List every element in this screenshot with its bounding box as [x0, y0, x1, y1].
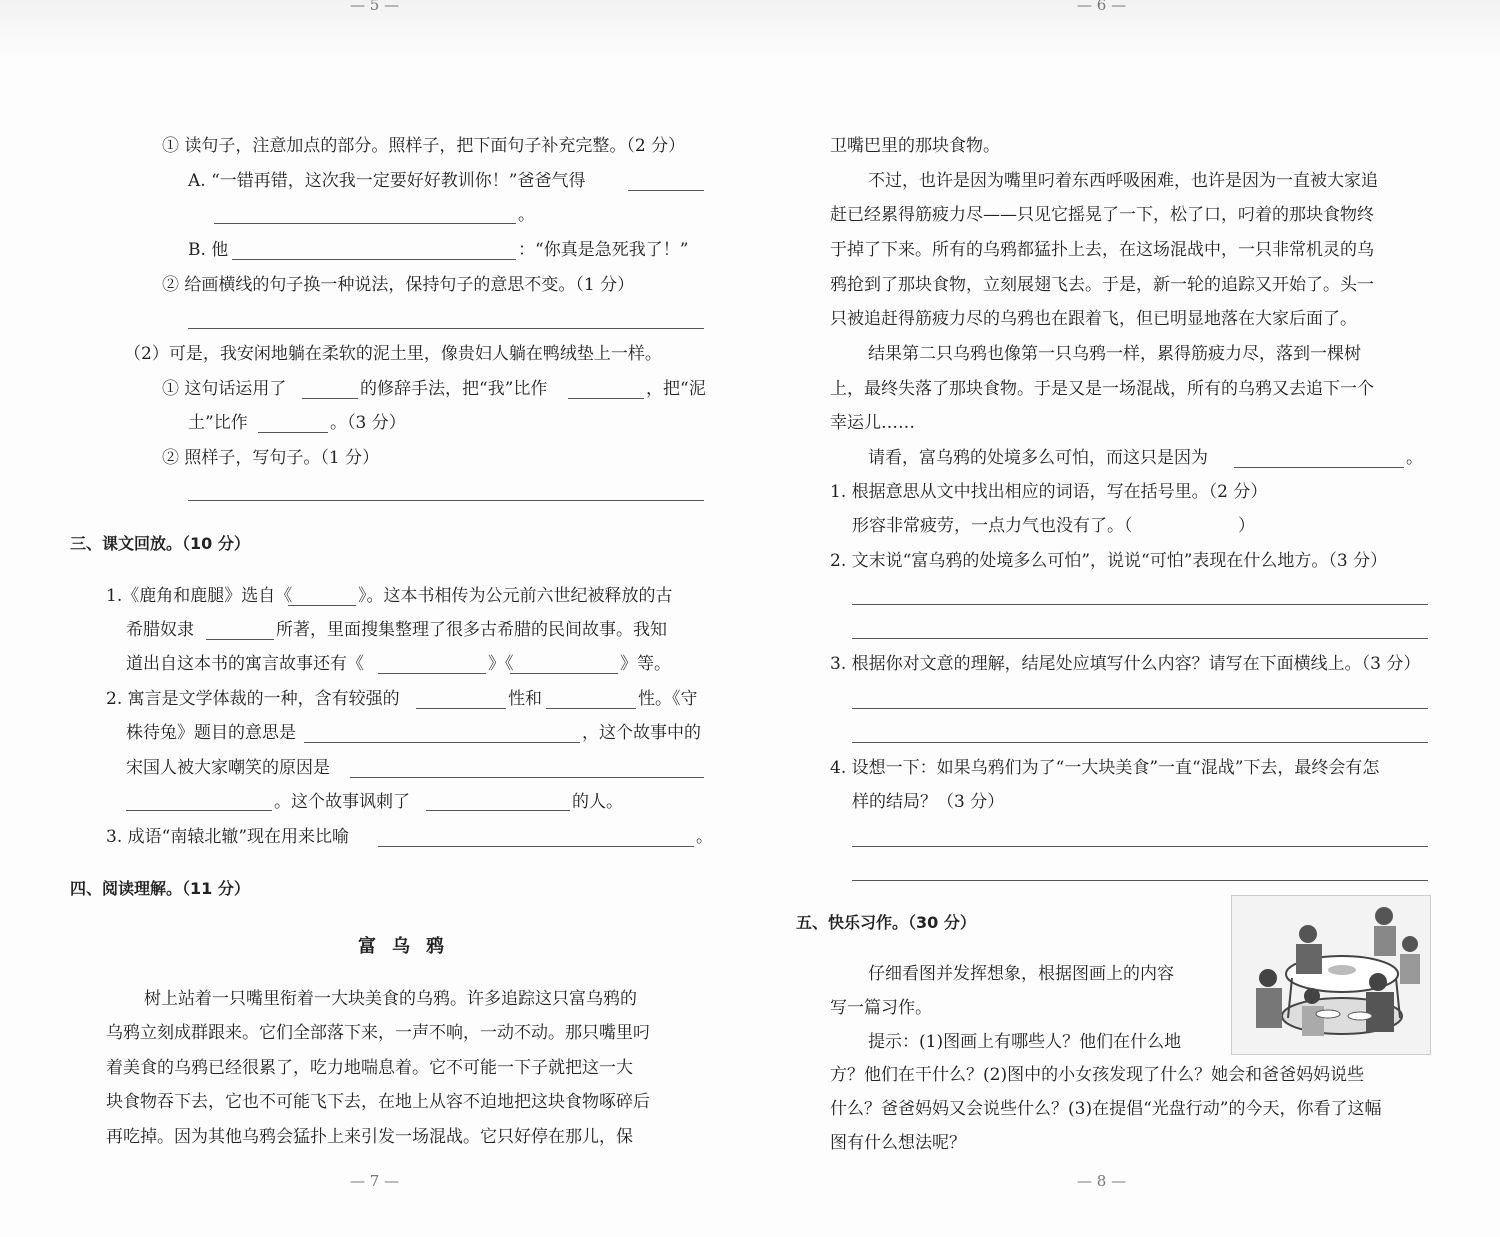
section-3-q1-text: 所著，里面搜集整理了很多古希腊的民间故事。我知 [276, 620, 667, 640]
answer-line[interactable] [188, 328, 704, 329]
answer-line[interactable] [206, 639, 274, 640]
question-2-1: ① 这句话运用了 [162, 379, 287, 399]
story-paragraph-line: 结果第二只乌鸦也像第一只乌鸦一样，累得筋疲力尽，落到一棵树 [868, 344, 1361, 364]
question-2-1-text: ，把“泥 [646, 379, 706, 399]
section-3-q1-text: 希腊奴隶 [126, 620, 194, 640]
writing-hint-line: 什么？爸爸妈妈又会说些什么？(3)在提倡“光盘行动”的今天，你看了这幅 [830, 1099, 1382, 1119]
question-2: （2）可是，我安闲地躺在柔软的泥土里，像贵妇人躺在鸭绒垫上一样。 [124, 344, 662, 364]
period: 。 [518, 205, 535, 225]
story-paragraph-line: 着美食的乌鸦已经很累了，吃力地喘息着。它不可能一下子就把这一大 [106, 1058, 633, 1078]
story-paragraph-line: 只被追赶得筋疲力尽的乌鸦也在跟着飞，但已明显地落在大家后面了。 [830, 309, 1357, 329]
answer-line[interactable] [378, 673, 486, 674]
question-1-1: ① 读句子，注意加点的部分。照样子，把下面句子补充完整。（2 分） [162, 136, 686, 156]
writing-hint-line: 图有什么想法呢？ [830, 1133, 966, 1153]
page-number-6: — 6 — [1077, 0, 1127, 14]
reading-q4-cont: 样的结局？（3 分） [852, 792, 1005, 812]
section-3-q3: 3. 成语“南辕北辙”现在用来比喻 [106, 827, 350, 847]
question-1-1a: A. “一错再错，这次我一定要好好教训你！”爸爸气得 [188, 171, 586, 191]
reading-q1: 1. 根据意思从文中找出相应的词语，写在括号里。（2 分） [830, 482, 1268, 502]
answer-line[interactable] [852, 742, 1428, 743]
story-paragraph-line: 鸦抢到了那块食物，立刻展翅飞去。于是，新一轮的追踪又开始了。头一 [830, 275, 1374, 295]
bracket-close: ） [1238, 516, 1255, 536]
section-4-heading: 四、阅读理解。（11 分） [70, 879, 250, 898]
family-dinner-illustration [1231, 895, 1431, 1055]
answer-line[interactable] [416, 708, 506, 709]
answer-line[interactable] [852, 846, 1428, 847]
section-3-q2-text: ，这个故事中的 [582, 723, 701, 743]
section-3-q1-text: 》。这本书相传为公元前六世纪被释放的古 [358, 586, 673, 606]
question-2-1-score: 。（3 分） [330, 413, 406, 433]
answer-line[interactable] [852, 638, 1428, 639]
question-2-2: ② 照样子，写句子。（1 分） [162, 448, 380, 468]
answer-line[interactable] [852, 604, 1428, 605]
story-paragraph-line: 不过，也许是因为嘴里叼着东西呼吸困难，也许是因为一直被大家追 [868, 171, 1378, 191]
period: 。 [696, 827, 713, 847]
section-3-q2-text: 性。《守 [638, 689, 698, 709]
story-paragraph-line: 块食物吞下去，它也不可能飞下去，在地上从容不迫地把这块食物啄碎后 [106, 1092, 650, 1112]
page-number-7: — 7 — [350, 1172, 400, 1190]
answer-line[interactable] [288, 605, 356, 606]
writing-prompt-line: 仔细看图并发挥想象，根据图画上的内容 [868, 964, 1174, 984]
story-paragraph-line: 卫嘴巴里的那块食物。 [830, 136, 1000, 156]
answer-line[interactable] [304, 742, 580, 743]
section-3-q2-text: 株待兔》题目的意思是 [126, 723, 296, 743]
story-title: 富乌鸦 [358, 936, 460, 957]
writing-prompt-line: 写一篇习作。 [830, 998, 932, 1018]
story-paragraph-line: 幸运儿…… [830, 413, 915, 433]
section-3-heading: 三、课文回放。（10 分） [70, 534, 250, 553]
answer-line[interactable] [568, 398, 644, 399]
section-3-q1: 1.《鹿角和鹿腿》选自《 [106, 586, 293, 606]
answer-line[interactable] [852, 880, 1428, 881]
story-paragraph-line: 于掉了下来。所有的乌鸦都猛扑上去，在这场混战中，一只非常机灵的乌 [830, 240, 1374, 260]
question-1-1b-quote: ：“你真是急死我了！” [518, 240, 689, 260]
answer-line[interactable] [126, 810, 272, 811]
section-3-q1-text: 道出自这本书的寓言故事还有《 [126, 654, 364, 674]
reading-q2: 2. 文末说“富乌鸦的处境多么可怕”，说说“可怕”表现在什么地方。（3 分） [830, 551, 1388, 571]
answer-line[interactable] [350, 777, 704, 778]
story-paragraph-line: 赶已经累得筋疲力尽——只见它摇晃了一下，松了口，叼着的那块食物终 [830, 205, 1374, 225]
reading-q1-prompt: 形容非常疲劳，一点力气也没有了。（ [852, 516, 1133, 536]
story-paragraph-line: 乌鸦立刻成群跟来。它们全部落下来，一声不响，一动不动。那只嘴里叼 [106, 1023, 650, 1043]
reading-q4: 4. 设想一下：如果乌鸦们为了“一大块美食”一直“混战”下去，最终会有怎 [830, 758, 1380, 778]
answer-line[interactable] [1234, 467, 1404, 468]
answer-line[interactable] [510, 673, 618, 674]
answer-line[interactable] [852, 708, 1428, 709]
answer-line[interactable] [258, 432, 328, 433]
section-3-q2-text: 性和 [508, 689, 542, 709]
story-paragraph-line: 上，最终失落了那块食物。于是又是一场混战，所有的乌鸦又去追下一个 [830, 379, 1374, 399]
top-page-strip [0, 0, 1500, 60]
answer-line[interactable] [302, 398, 358, 399]
answer-line[interactable] [188, 500, 704, 501]
section-3-q1-text: 》等。 [620, 654, 671, 674]
answer-line[interactable] [628, 190, 704, 191]
answer-line[interactable] [214, 223, 516, 224]
question-1-2: ② 给画横线的句子换一种说法，保持句子的意思不变。（1 分） [162, 275, 635, 295]
reading-q3: 3. 根据你对文意的理解，结尾处应填写什么内容？请写在下面横线上。（3 分） [830, 654, 1421, 674]
story-paragraph-line: 再吃掉。因为其他乌鸦会猛扑上来引发一场混战。它只好停在那儿，保 [106, 1127, 633, 1147]
section-5-heading: 五、快乐习作。（30 分） [796, 913, 976, 932]
answer-line[interactable] [232, 259, 516, 260]
section-3-q2: 2. 寓言是文学体裁的一种，含有较强的 [106, 689, 400, 709]
page-number-5: — 5 — [350, 0, 400, 14]
section-3-q1-text: 》《 [488, 654, 514, 674]
section-3-q2-text: 宋国人被大家嘲笑的原因是 [126, 758, 330, 778]
page-number-8: — 8 — [1077, 1172, 1127, 1190]
section-3-q2-text: 的人。 [572, 792, 623, 812]
question-2-1-text: 土”比作 [188, 413, 248, 433]
question-1-1b: B. 他 [188, 240, 229, 260]
story-paragraph-line: 树上站着一只嘴里衔着一大块美食的乌鸦。许多追踪这只富乌鸦的 [144, 989, 637, 1009]
section-3-q2-text: 。这个故事讽刺了 [274, 792, 410, 812]
answer-line[interactable] [546, 708, 636, 709]
writing-hint-line: 方？他们在干什么？(2)图中的小女孩发现了什么？她会和爸爸妈妈说些 [830, 1065, 1365, 1085]
story-paragraph-line: 请看，富乌鸦的处境多么可怕，而这只是因为 [868, 448, 1208, 468]
answer-line[interactable] [378, 846, 694, 847]
question-2-1-text: 的修辞手法，把“我”比作 [360, 379, 548, 399]
answer-line[interactable] [426, 810, 570, 811]
period: 。 [1406, 448, 1423, 468]
writing-hint-line: 提示：(1)图画上有哪些人？他们在什么地 [868, 1032, 1182, 1052]
